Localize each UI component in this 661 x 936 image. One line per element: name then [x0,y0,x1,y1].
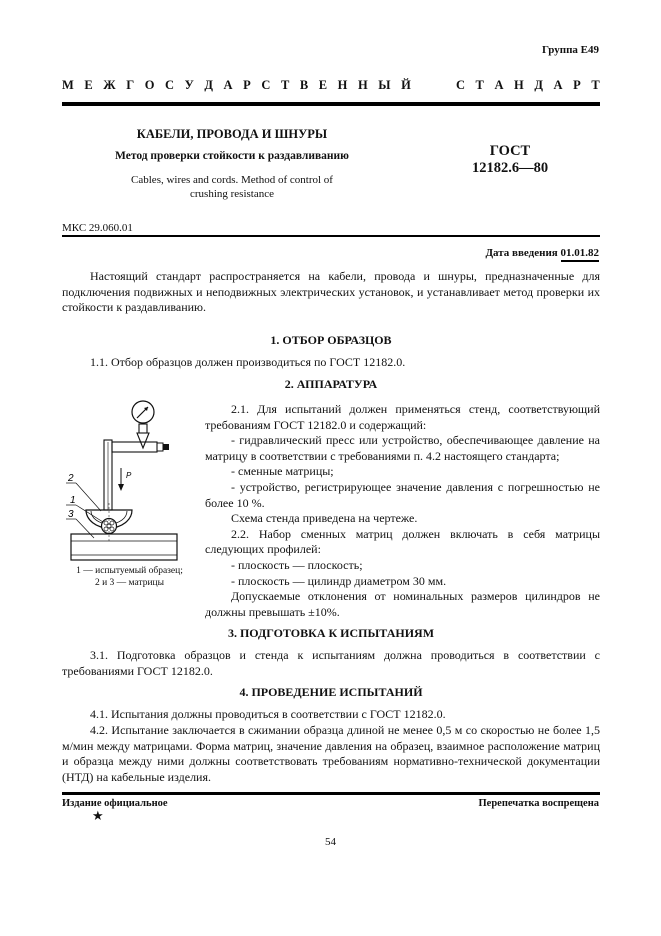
star-icon: ★ [92,808,104,823]
title-letter: Т [591,78,600,92]
section-2-item-2-2: 2.2. Набор сменных матриц должен включать в себя матрицы следующих профилей: [205,526,600,557]
svg-text:1: 1 [70,495,76,506]
section-4-heading: 4. ПРОВЕДЕНИЕ ИСПЫТАНИЙ [239,685,423,699]
title-letter: Т [475,78,484,92]
intro-date [485,247,599,259]
gost-number: 12182.6—80 [471,160,549,176]
title-letter: Р [243,78,251,92]
footer-rule [62,792,600,795]
title-letter: С [455,78,465,92]
header-rule [62,102,600,106]
title-letter: Т [280,78,290,92]
title-letter: С [261,78,271,92]
title-letter: А [494,78,504,92]
document-subtitle: Метод проверки стойкости к раздавливанию [115,150,349,162]
title-letter: Н [514,78,524,92]
intro-date-value: 01.01.82 [561,247,600,262]
title-letter: Ы [378,78,391,92]
section-3-item-1: 3.1. Подготовка образцов и стенда к испытаниям должна проводиться в соответствии с требованиями ГОСТ 12182.0. [62,648,600,678]
english-title-line-2: crushing resistance [190,188,274,200]
svg-text:3: 3 [68,509,74,520]
group-label: Группа Е49 [541,44,599,56]
page-number: 54 [325,836,336,848]
title-letter: С [165,78,175,92]
section-1-heading: 1. ОТБОР ОБРАЗЦОВ [270,333,392,347]
section-2-list-item: - устройство, регистрирующее значение давления с погрешностью не более 10 %. [205,479,600,510]
section-2-list-item: - плоскость — цилиндр диаметром 30 мм. [231,573,447,588]
section-1-item-1: 1.1. Отбор образцов должен производиться по ГОСТ 12182.0. [90,355,406,369]
official-edition-label: Издание официальное [62,798,168,809]
intro-paragraph: Настоящий стандарт распространяется на кабели, провода и шнуры, предназначенные для подключения подвижных и неподвижных электрических установок, и устанавливает метод проверки их стойкости к раздавливанию. [62,269,600,315]
title-letter: Р [573,78,581,92]
standard-type-title [62,78,600,93]
title-letter: Г [126,78,135,92]
title-letter: Д [534,78,543,92]
english-title [62,173,402,201]
title-letter: А [553,78,563,92]
document-title: КАБЕЛИ, ПРОВОДА И ШНУРЫ [136,127,328,141]
mks-rule [62,235,600,237]
section-2-figure-reference: Схема стенда приведена на чертеже. [231,511,418,526]
section-4-item-2: 4.2. Испытание заключается в сжимании образца длиной не менее 0,5 м со скоростью не более 1,5 м/мин между матрицами. Форма матриц, значение давления на образец, взаимное расположение матриц и образца между ними должны соответствовать требованиям нормативно-технической документации (НТД) на кабельные изделия. [62,723,600,784]
section-2-tolerance: Допускаемые отклонения от номинальных размеров цилиндров не должны превышать ±10%. [205,589,600,619]
gost-designation [440,143,580,177]
title-letter: Ж [103,78,116,92]
section-2-item-2-1: 2.1. Для испытаний должен применяться стенд, соответствующий требованиям ГОСТ 12182.0 и содержащий: [205,402,600,432]
title-letter: А [223,78,233,92]
title-letter: Н [337,78,348,92]
pressure-gauge-icon [132,401,154,448]
section-2-list-item: - сменные матрицы; [231,464,334,479]
section-2-list-item: - гидравлический пресс или устройство, обеспечивающее давление на матрицу в соответствии с требованиями п. 4.2 настоящего стандарта; [205,433,600,463]
test-stand-diagram [66,398,186,563]
title-letter: Д [204,78,213,92]
figure-caption-line-2: 2 и 3 — матрицы [94,578,165,588]
svg-text:2: 2 [68,473,74,484]
gost-label: ГОСТ [489,143,531,159]
figure-caption-line-1: 1 — испытуемый образец; [76,566,183,576]
title-letter: Е [84,78,93,92]
title-letter: Е [318,78,328,92]
section-2-body [205,402,600,620]
title-letter: М [62,78,74,92]
intro-date-label: Дата введения [485,247,558,259]
title-word-gap [421,78,445,93]
title-letter: Й [401,78,411,92]
title-letter: О [144,78,155,92]
figure-caption [62,565,197,589]
section-2-heading: 2. АППАРАТУРА [284,377,378,391]
english-title-line-1: Cables, wires and cords. Method of control of [131,174,333,186]
section-2-list-item: - плоскость — плоскость; [231,557,363,572]
section-4-item-1: 4.1. Испытания должны проводиться в соответствии с ГОСТ 12182.0. [90,707,446,721]
title-letter: У [184,78,194,92]
section-3-heading: 3. ПОДГОТОВКА К ИСПЫТАНИЯМ [227,626,435,640]
reprint-prohibited-label: Перепечатка воспрещена [478,798,599,809]
title-letter: Н [357,78,368,92]
title-letter: В [299,78,309,92]
mks-code: МКС 29.060.01 [62,222,133,234]
svg-text:P: P [126,471,132,480]
